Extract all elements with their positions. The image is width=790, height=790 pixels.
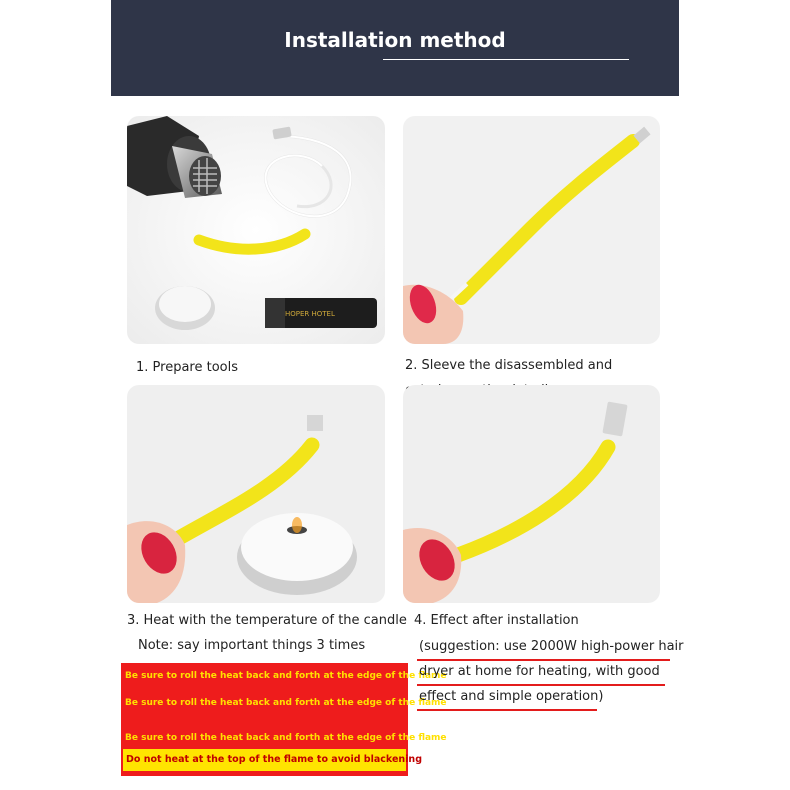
warning-line-1: Be sure to roll the heat back and forth at the edge of the flame [125, 671, 447, 681]
candle-icon [155, 286, 215, 330]
warning-box [121, 663, 447, 776]
suggestion-line-3: effect and simple operation) [419, 689, 604, 704]
photo-heat-candle [127, 385, 385, 603]
lighter-label: HOPER HOTEL [285, 310, 335, 318]
step-1-caption: 1. Prepare tools [136, 360, 239, 375]
suggestion-underline-1 [417, 659, 670, 661]
warning-line-3: Be sure to roll the heat back and forth at the edge of the flame [125, 733, 447, 743]
header-banner [111, 0, 679, 96]
suggestion-line-1: (suggestion: use 2000W high-power hair [419, 639, 684, 654]
photo-sleeve-pipe [403, 116, 660, 344]
suggestion-underline-2 [417, 684, 665, 686]
suggestion-line-2: dryer at home for heating, with good [419, 664, 660, 679]
warning-line-2: Be sure to roll the heat back and forth at the edge of the flame [125, 698, 447, 708]
title-underline [383, 59, 629, 60]
step-2-caption-line1: 2. Sleeve the disassembled and [405, 358, 613, 373]
step-4-caption: 4. Effect after installation [414, 613, 579, 628]
suggestion-underline-3 [417, 709, 597, 711]
lighter-icon [265, 298, 377, 328]
page-title: Installation method [284, 28, 506, 52]
step-3-note: Note: say important things 3 times [138, 638, 366, 653]
photo-prepare-tools [127, 116, 385, 344]
warning-final: Do not heat at the top of the flame to avoid blackening [126, 754, 422, 765]
photo-effect [403, 385, 660, 603]
step-3-caption: 3. Heat with the temperature of the candle [127, 613, 407, 628]
